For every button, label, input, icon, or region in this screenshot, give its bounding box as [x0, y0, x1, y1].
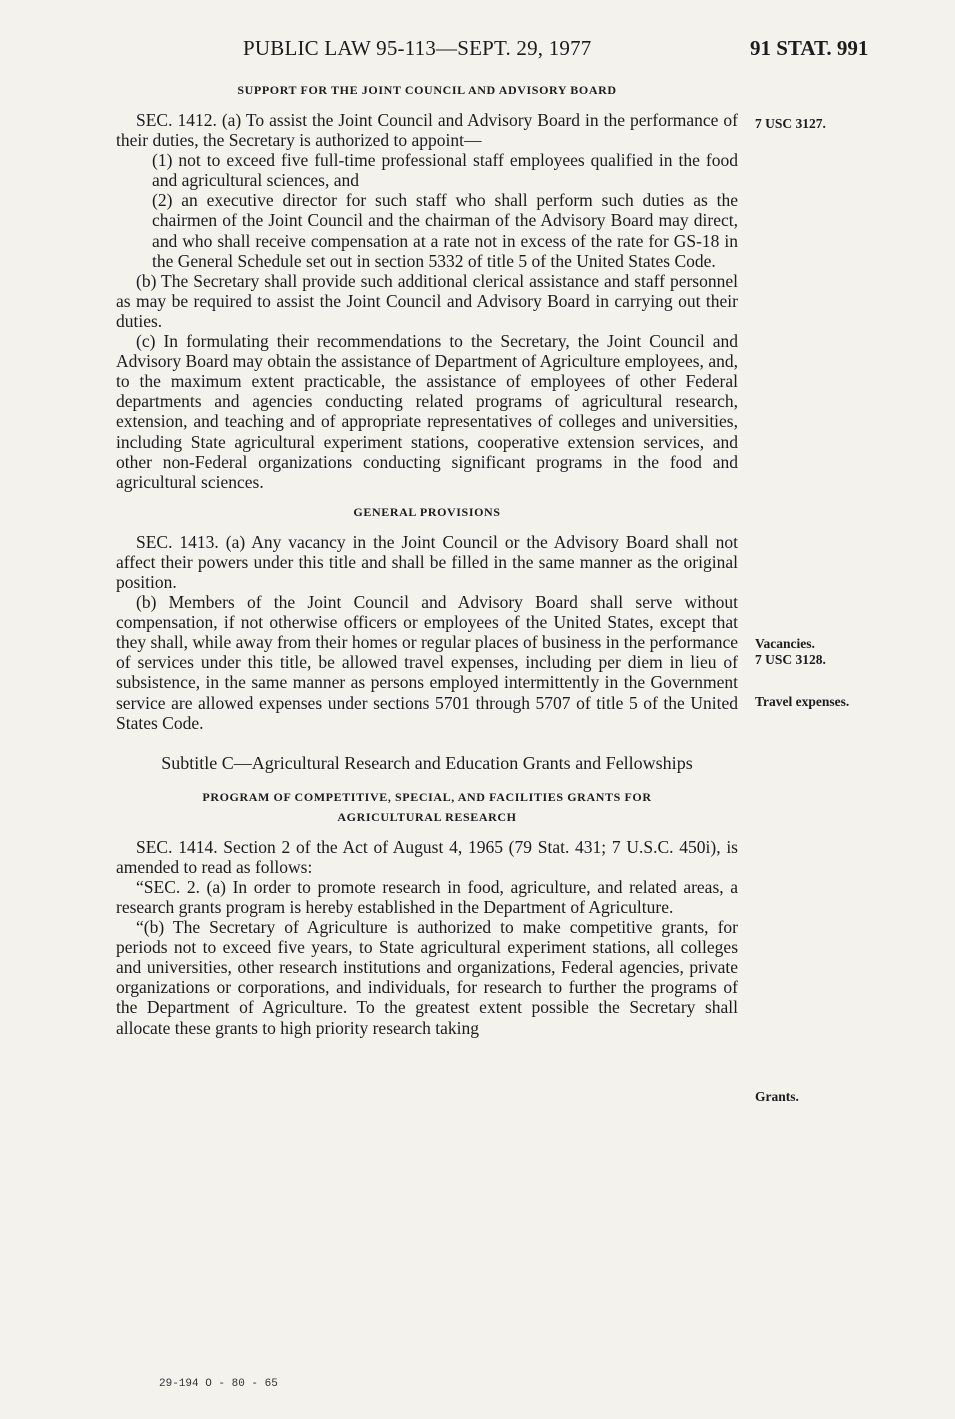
page-footer-code: 29-194 O - 80 - 65	[159, 1378, 278, 1390]
subtitle-c-heading: Subtitle C—Agricultural Research and Education Grants and Fellowships	[161, 752, 693, 773]
margin-note-travel-expenses: Travel expenses.	[755, 694, 850, 709]
margin-note-grants: Grants.	[755, 1089, 799, 1104]
section-1412-a1: (1) not to exceed five full-time professional staff employees qualified in the food and agricultural sciences, and	[152, 150, 738, 191]
section-2-b: “(b) The Secretary of Agriculture is authorized to make competitive grants, for periods not to exceed five years, to State agricultural experiment stations, all colleges and universities, other research institutions and organizations, Federal agencies, private organizations or corporations, and individuals, for research to further the programs of the Department of Agriculture. To the greatest extent possible the Secretary shall allocate these grants to high priority research taking	[116, 917, 738, 1038]
margin-note-vacancies: Vacancies.	[755, 636, 815, 651]
section-1414-heading-line1: PROGRAM OF COMPETITIVE, SPECIAL, AND FACILITIES GRANTS FOR	[202, 789, 652, 804]
margin-note-7-usc-3127: 7 USC 3127.	[755, 116, 826, 131]
section-1413-b: (b) Members of the Joint Council and Advisory Board shall serve without compensation, if not otherwise officers or employees of the United States, except that they shall, while away from their homes or regular places of business in the performance of services under this title, be allowed travel expenses, including per diem in lieu of subsistence, in the same manner as persons employed intermittently in the Government service are allowed expenses under sections 5701 through 5707 of title 5 of the United States Code.	[116, 592, 738, 733]
body-text-column	[116, 80, 738, 1038]
section-1412-a2: (2) an executive director for such staff who shall perform such duties as the chairmen of the Joint Council and the chairman of the Advisory Board may direct, and who shall receive compensation at a rate not in excess of the rate for GS-18 in the General Schedule set out in section 5332 of title 5 of the United States Code.	[152, 190, 738, 271]
section-1413-a: SEC. 1413. (a) Any vacancy in the Joint Council or the Advisory Board shall not affect their powers under this title and shall be filled in the same manner as the original position.	[116, 531, 738, 592]
general-provisions-heading: GENERAL PROVISIONS	[353, 504, 501, 519]
section-1412-heading: SUPPORT FOR THE JOINT COUNCIL AND ADVISORY BOARD	[237, 83, 617, 97]
margin-note-7-usc-3128: 7 USC 3128.	[755, 652, 826, 667]
section-1412-a: SEC. 1412. (a) To assist the Joint Council and Advisory Board in the performance of their duties, the Secretary is authorized to appoint—	[116, 110, 738, 151]
section-2-a: “SEC. 2. (a) In order to promote research in food, agriculture, and related areas, a research grants program is hereby established in the Department of Agriculture.	[116, 876, 738, 917]
page-header-title: PUBLIC LAW 95-113—SEPT. 29, 1977	[243, 36, 592, 60]
section-1412-c: (c) In formulating their recommendations to the Secretary, the Joint Council and Advisory Board may obtain the assistance of Department of Agriculture employees, and, to the maximum extent practicable, the assistance of employees of other Federal departments and agencies conducting related programs of agricultural research, extension, and teaching and of appropriate representatives of colleges and universities, including State agricultural experiment stations, cooperative extension services, and other non-Federal organizations conducting significant programs in the food and agricultural sciences.	[116, 331, 738, 492]
section-1414-heading-line2: AGRICULTURAL RESEARCH	[337, 809, 517, 824]
section-1414-intro: SEC. 1414. Section 2 of the Act of August 4, 1965 (79 Stat. 431; 7 U.S.C. 450i), is amended to read as follows:	[116, 836, 738, 877]
page-header-stat: 91 STAT. 991	[750, 36, 869, 60]
section-1412-b: (b) The Secretary shall provide such additional clerical assistance and staff personnel as may be required to assist the Joint Council and Advisory Board in carrying out their duties.	[116, 270, 738, 331]
